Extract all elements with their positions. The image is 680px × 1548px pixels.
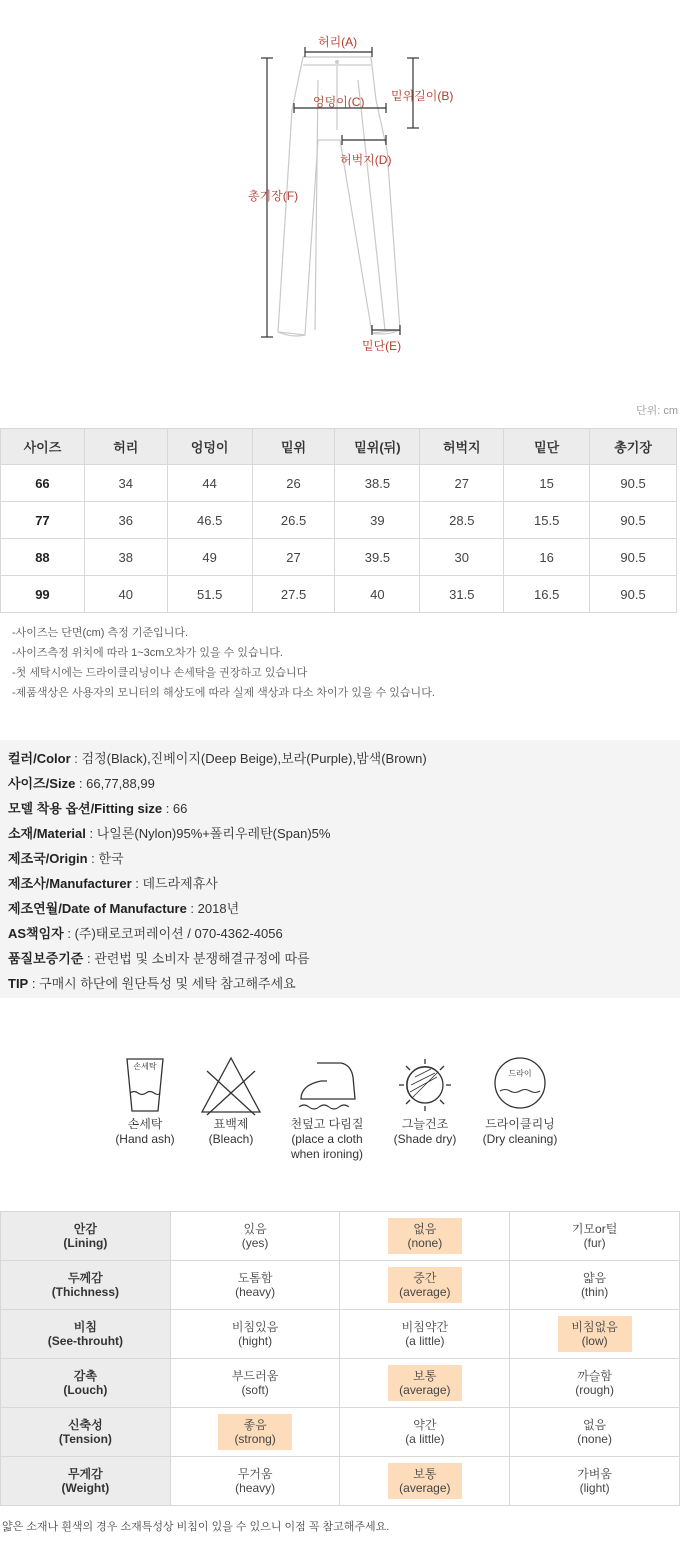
hand-wash-icon-text: 손세탁 [133,1062,157,1071]
table-cell: 27 [420,465,504,502]
info-row-manufacturer [8,873,218,892]
hand-wash-icon [115,1055,175,1117]
table-row [1,1261,680,1310]
care-label-en: (Dry cleaning) [482,1132,558,1146]
option [558,1463,632,1499]
table-cell: 44 [167,465,252,502]
option-cell [340,1212,510,1261]
info-value: : 검정(Black),진베이지(Deep Beige),보라(Purple),밤색(Brown) [70,751,427,766]
header-cell: 허벅지 [420,429,504,465]
option-label: 까슬함 [577,1369,612,1383]
option-label: 비침약간 [401,1320,449,1334]
info-row-as [8,923,283,942]
table-cell: 40 [335,576,420,613]
option-label-en: (heavy) [235,1285,276,1299]
hem-label: 밑단(E) [362,339,402,353]
selected-option [558,1316,632,1352]
size-table-header [1,429,677,465]
option-cell [510,1212,680,1261]
care-label-en: (Hand ash) [115,1132,175,1146]
option-cell [340,1408,510,1457]
care-label: 천덮고 다림질 [290,1117,364,1131]
table-cell: 34 [84,465,167,502]
option-label-en: (strong) [234,1432,276,1446]
info-value: : 구매시 하단에 원단특성 및 세탁 참고해주세요 [28,976,296,991]
option-label: 가벼움 [577,1467,612,1481]
info-value: : 66 [162,801,188,816]
material-table [0,1211,680,1506]
option-cell [340,1310,510,1359]
iron-cloth-icon [295,1055,359,1117]
header-cell: 허리 [84,429,167,465]
header-cell: 밑단 [504,429,590,465]
option-label-en: (yes) [241,1236,269,1250]
attribute-label: 안감 [73,1222,97,1236]
option [558,1267,632,1303]
option-label: 얇음 [583,1271,607,1285]
option-cell [510,1408,680,1457]
selected-option [388,1463,462,1499]
table-row [1,1310,680,1359]
size-note: -사이즈측정 위치에 따라 1~3cm오차가 있을 수 있습니다. [12,647,283,659]
attribute-label: 무게감 [67,1467,103,1481]
unit-label: 단위: cm [635,405,678,417]
option [218,1316,292,1352]
info-row-quality [8,948,310,967]
thigh-label: 허벅지(D) [340,153,392,167]
option-label-en: (average) [399,1383,451,1397]
header-cell: 사이즈 [1,429,85,465]
care-label: 손세탁 [127,1117,163,1131]
info-value: : 관련법 및 소비자 분쟁해결규정에 따름 [83,951,310,966]
option [558,1414,632,1450]
option-label: 없음 [583,1418,607,1432]
option-label-en: (low) [581,1334,608,1348]
option-label: 없음 [413,1222,437,1236]
table-cell: 90.5 [590,576,677,613]
table-row [1,465,677,502]
attribute-label-en: (Louch) [63,1383,108,1397]
table-row [1,1408,680,1457]
header-cell: 총기장 [590,429,677,465]
attribute-label-en: (Weight) [61,1481,110,1495]
table-cell: 16.5 [504,576,590,613]
option-label: 약간 [413,1418,437,1432]
attribute-header [1,1359,171,1408]
table-cell: 30 [420,539,504,576]
size-note: -제품색상은 사용자의 모니터의 해상도에 따라 실제 색상과 다소 차이가 있을 수 있습니다. [12,687,435,699]
option [218,1218,292,1254]
selected-option [388,1267,462,1303]
option [388,1316,462,1352]
option-label-en: (thin) [580,1285,609,1299]
header-cell: 밑위(뒤) [335,429,420,465]
care-label-en: (Shade dry) [393,1132,457,1146]
selected-option [388,1218,462,1254]
option-label: 무거움 [237,1467,273,1481]
attribute-label: 비침 [73,1320,97,1334]
table-cell: 90.5 [590,539,677,576]
table-cell: 51.5 [167,576,252,613]
option-label: 비침없음 [571,1320,618,1334]
info-label: 컬러/Color [8,751,71,766]
info-value: : 나일론(Nylon)95%+폴리우레탄(Span)5% [85,826,331,841]
option-label-en: (heavy) [235,1481,276,1495]
option [218,1365,292,1401]
no-bleach-icon [199,1055,263,1117]
care-label-en: (Bleach) [208,1132,254,1146]
info-row-color [8,748,427,767]
info-row-size [8,773,155,792]
dry-cleaning-icon [488,1055,552,1117]
info-row-material [8,823,330,842]
option-label-en: (rough) [575,1383,614,1397]
pants-illustration [0,0,680,400]
shade-dry-icon [393,1055,457,1117]
info-value: : (주)태로코퍼레이션 / 070-4362-4056 [63,926,283,941]
option-label: 부드러움 [231,1369,279,1383]
option-cell [510,1261,680,1310]
table-cell: 26 [252,465,335,502]
option-cell [170,1408,340,1457]
option-cell [340,1359,510,1408]
size-note: -사이즈는 단면(cm) 측정 기준입니다. [12,627,189,639]
table-row [1,1212,680,1261]
option [558,1365,632,1401]
option-label: 좋음 [243,1418,267,1432]
info-value: : 한국 [87,851,124,866]
option-cell [170,1261,340,1310]
info-row-date [8,898,239,917]
option-label: 있음 [243,1222,267,1236]
option-cell [340,1261,510,1310]
footnote: 얇은 소재나 흰색의 경우 소재특성상 비침이 있을 수 있으니 이점 꼭 참고해주세요. [2,1521,390,1533]
care-item-dry-clean [474,1055,566,1147]
option-label-en: (average) [399,1481,451,1495]
care-label-en2: when ironing) [290,1147,364,1161]
attribute-header [1,1408,171,1457]
table-cell: 15 [504,465,590,502]
info-value: : 66,77,88,99 [75,776,155,791]
table-cell: 27 [252,539,335,576]
size-table [0,428,677,613]
option-cell [510,1457,680,1506]
info-value: : 데드라제휴사 [131,876,218,891]
table-cell: 38.5 [335,465,420,502]
table-cell: 49 [167,539,252,576]
care-label: 그늘건조 [401,1117,449,1131]
care-item-bleach [193,1055,269,1147]
attribute-header [1,1310,171,1359]
table-row [1,1359,680,1408]
size-note: -첫 세탁시에는 드라이클리닝이나 손세탁을 권장하고 있습니다 [12,667,308,679]
option [388,1414,462,1450]
selected-option [388,1365,462,1401]
info-label: 품질보증기준 [8,951,84,966]
option [218,1463,292,1499]
table-cell: 31.5 [420,576,504,613]
care-item-iron [281,1055,373,1162]
table-cell: 36 [84,502,167,539]
table-row [1,1457,680,1506]
table-cell: 27.5 [252,576,335,613]
product-info-box [0,740,680,998]
table-cell: 77 [1,502,85,539]
option-cell [510,1359,680,1408]
info-row-origin [8,848,124,867]
total-length-label: 총기장(F) [248,189,299,203]
option-label-en: (soft) [241,1383,269,1397]
option [218,1267,292,1303]
attribute-label-en: (Lining) [63,1236,108,1250]
option-label-en: (fur) [583,1236,606,1250]
option-cell [170,1310,340,1359]
info-label: 제조사/Manufacturer [8,876,132,891]
hip-label: 엉덩이(C) [313,95,365,109]
table-cell: 16 [504,539,590,576]
table-row [1,539,677,576]
option-label: 보통 [413,1467,437,1481]
table-cell: 46.5 [167,502,252,539]
option-label-en: (a little) [405,1334,445,1348]
table-row [1,576,677,613]
header-cell: 밑위 [252,429,335,465]
option-label-en: (light) [579,1481,610,1495]
care-item-shade-dry [385,1055,465,1147]
info-row-tip [8,973,296,992]
info-label: 제조국/Origin [8,851,88,866]
header-cell: 엉덩이 [167,429,252,465]
option-label-en: (none) [577,1432,612,1446]
attribute-header [1,1457,171,1506]
option-label: 보통 [413,1369,437,1383]
attribute-header [1,1261,171,1310]
attribute-label-en: (See-throuht) [47,1334,124,1348]
selected-option [218,1414,292,1450]
option-label: 기모or털 [571,1222,618,1236]
pants-measurement-diagram [0,0,680,400]
option-cell [170,1457,340,1506]
option-label: 도톰함 [237,1271,273,1285]
option-label-en: (none) [407,1236,443,1250]
care-label: 드라이클리닝 [485,1117,555,1131]
info-label: AS책임자 [8,926,64,941]
option-label-en: (a little) [405,1432,445,1446]
table-cell: 40 [84,576,167,613]
attribute-label-en: (Tension) [58,1432,112,1446]
table-cell: 28.5 [420,502,504,539]
table-cell: 26.5 [252,502,335,539]
table-cell: 88 [1,539,85,576]
attribute-label-en: (Thichness) [51,1285,120,1299]
option-cell [170,1212,340,1261]
option-label-en: (hight) [238,1334,273,1348]
table-cell: 38 [84,539,167,576]
table-cell: 90.5 [590,465,677,502]
info-row-fitting [8,798,187,817]
option-cell [340,1457,510,1506]
table-cell: 66 [1,465,85,502]
info-value: : 2018년 [186,901,240,916]
attribute-label: 감촉 [73,1369,97,1383]
attribute-label: 신축성 [67,1418,103,1432]
option-label: 비침있음 [231,1320,279,1334]
table-row [1,502,677,539]
care-label-en: (place a cloth [291,1132,363,1146]
attribute-header [1,1212,171,1261]
care-label: 표백제 [213,1117,249,1131]
rise-label: 밑위길이(B) [391,89,454,103]
info-label: 모델 착용 옵션/Fitting size [8,801,163,816]
dry-cleaning-icon-text: 드라이 [508,1069,532,1078]
option-label: 중간 [413,1271,437,1285]
option-label-en: (average) [399,1285,451,1299]
table-cell: 90.5 [590,502,677,539]
table-cell: 15.5 [504,502,590,539]
table-cell: 39 [335,502,420,539]
info-label: 사이즈/Size [8,776,76,791]
table-cell: 99 [1,576,85,613]
option-cell [170,1359,340,1408]
table-cell: 39.5 [335,539,420,576]
option [558,1218,632,1254]
care-item-hand-wash [105,1055,185,1147]
option-cell [510,1310,680,1359]
info-label: 제조연월/Date of Manufacture [8,901,187,916]
attribute-label: 두께감 [67,1271,103,1285]
info-label: TIP [8,976,29,991]
waist-label: 허리(A) [318,35,358,49]
info-label: 소재/Material [8,826,86,841]
